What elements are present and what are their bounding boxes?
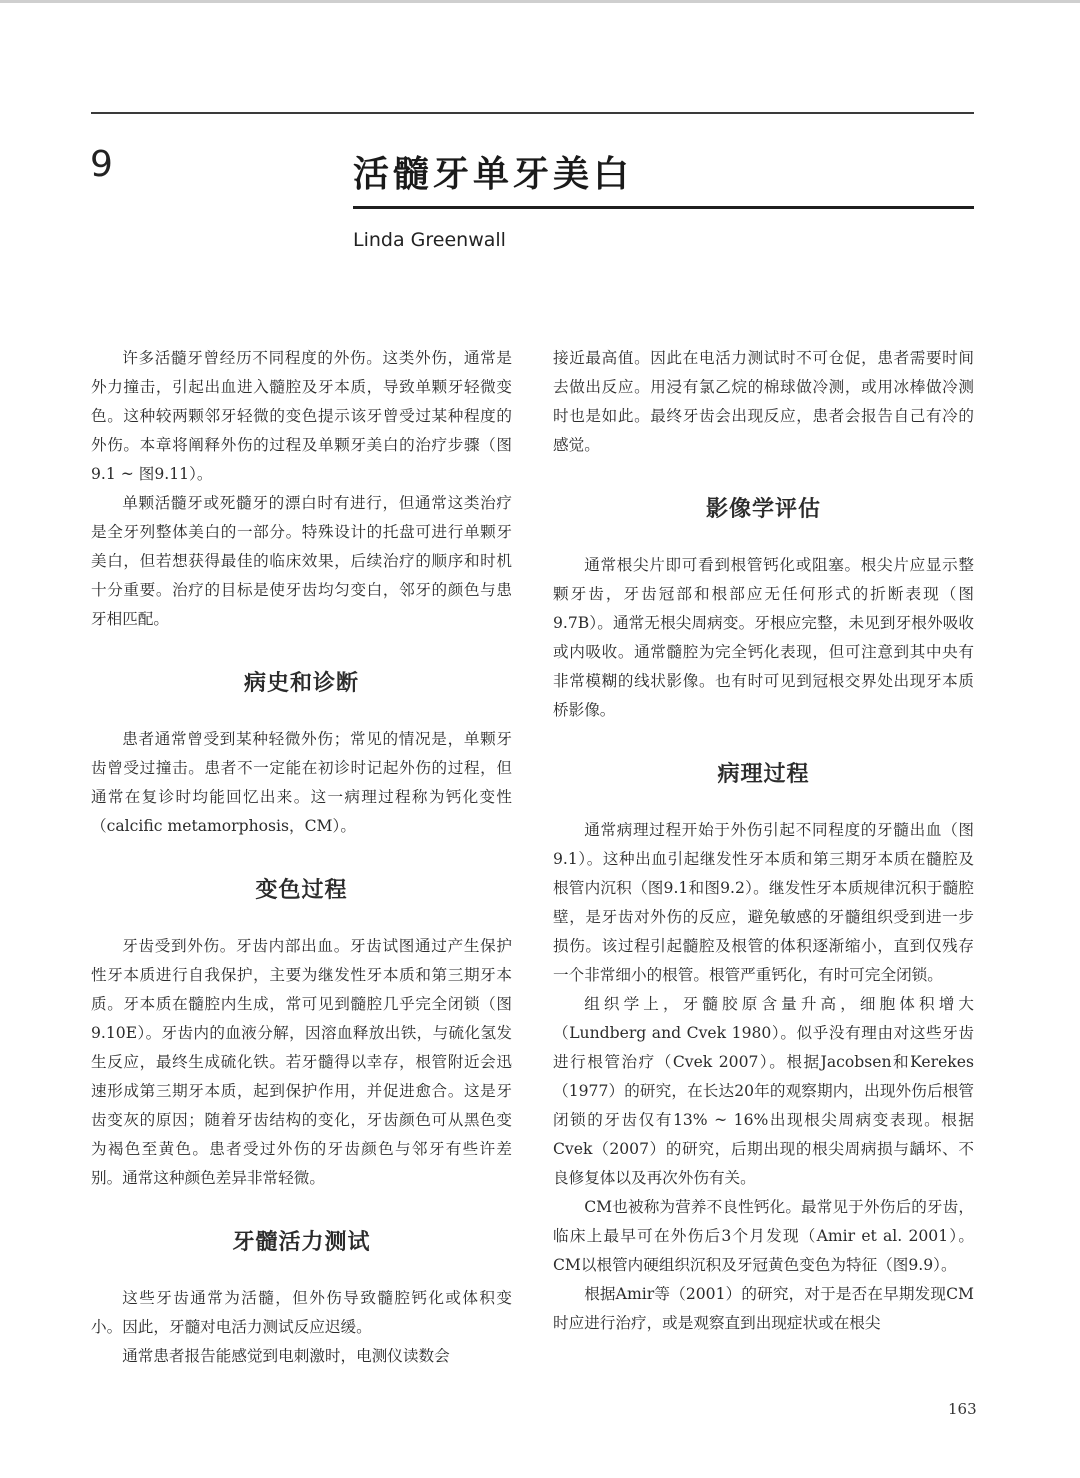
paragraph: 通常患者报告能感觉到电刺激时，电测仪读数会 xyxy=(122,1347,450,1365)
paragraph: 组织学上，牙髓胶原含量升高，细胞体积增大（Lundberg and Cvek 1980）。似乎没有理由对这些牙齿进行根管治疗（Cvek 2007）。根据Jacobsen和Kerekes（1977）的研究，在长达20年的观察期内，出现外伤后根管闭锁的牙齿仅有13% ~ 16%出现根尖周病变表现。根据Cvek（2007）的研究，后期出现的根尖周病损与龋坏、不良修复体以及再次外伤有关。 xyxy=(553,995,974,1187)
page-number: 163 xyxy=(948,1400,977,1418)
section-heading: 影像学评估 xyxy=(705,497,821,522)
header-rule xyxy=(91,112,974,114)
paragraph: 单颗活髓牙或死髓牙的漂白时有进行，但通常这类治疗是全牙列整体美白的一部分。特殊设计的托盘可进行单颗牙美白，但若想获得最佳的临床效果，后续治疗的顺序和时机十分重要。治疗的目标是使牙齿均匀变白，邻牙的颜色与患牙相匹配。 xyxy=(91,494,512,628)
paragraph: 牙齿受到外伤。牙齿内部出血。牙齿试图通过产生保护性牙本质进行自我保护，主要为继发性牙本质和第三期牙本质。牙本质在髓腔内生成，常可见到髓腔几乎完全闭锁（图9.10E）。牙齿内的血液分解，因溶血释放出铁，与硫化氢发生反应，最终生成硫化铁。若牙髓得以幸存，根管附近会迅速形成第三期牙本质，起到保护作用，并促进愈合。这是牙齿变灰的原因；随着牙齿结构的变化，牙齿颜色可从黑色变为褐色至黄色。患者受过外伤的牙齿颜色与邻牙有些许差别。通常这种颜色差异非常轻微。 xyxy=(91,937,512,1187)
left-column xyxy=(91,344,512,1389)
paragraph: 接近最高值。因此在电活力测试时不可仓促，患者需要时间去做出反应。用浸有氯乙烷的棉球做冷测，或用冰棒做冷测时也是如此。最终牙齿会出现反应，患者会报告自己有冷的感觉。 xyxy=(553,349,974,454)
chapter-title: 活髓牙单牙美白 xyxy=(353,154,634,195)
paragraph: 通常根尖片即可看到根管钙化或阻塞。根尖片应显示整颗牙齿，牙齿冠部和根部应无任何形式的折断表现（图9.7B）。通常无根尖周病变。牙根应完整，未见到牙根外吸收或内吸收。通常髓腔为完全钙化表现，但可注意到其中央有非常模糊的线状影像。也有时可见到冠根交界处出现牙本质桥影像。 xyxy=(553,556,974,719)
chapter-author: Linda Greenwall xyxy=(353,229,506,251)
paragraph: 许多活髓牙曾经历不同程度的外伤。这类外伤，通常是外力撞击，引起出血进入髓腔及牙本质，导致单颗牙轻微变色。这种较两颗邻牙轻微的变色提示该牙曾受过某种程度的外伤。本章将阐释外伤的过程及单颗牙美白的治疗步骤（图9.1 ~ 图9.11）。 xyxy=(91,349,512,483)
right-column xyxy=(553,344,974,1389)
section-heading: 病史和诊断 xyxy=(243,671,359,696)
paragraph: CM也被称为营养不良性钙化。最常见于外伤后的牙齿，临床上最早可在外伤后3个月发现（Amir et al. 2001）。CM以根管内硬组织沉积及牙冠黄色变色为特征（图9.9）。 xyxy=(553,1198,974,1274)
paragraph: 患者通常曾受到某种轻微外伤；常见的情况是，单颗牙齿曾受过撞击。患者不一定能在初诊时记起外伤的过程，但通常在复诊时均能回忆出来。这一病理过程称为钙化变性（calcific metamorphosis，CM）。 xyxy=(91,730,512,835)
paragraph: 这些牙齿通常为活髓，但外伤导致髓腔钙化或体积变小。因此，牙髓对电活力测试反应迟缓。 xyxy=(91,1289,512,1336)
paragraph: 根据Amir等（2001）的研究，对于是否在早期发现CM时应进行治疗，或是观察直到出现症状或在根尖 xyxy=(553,1285,974,1332)
title-rule xyxy=(353,206,974,209)
chapter-number: 9 xyxy=(90,144,113,185)
paragraph: 通常病理过程开始于外伤引起不同程度的牙髓出血（图9.1）。这种出血引起继发性牙本质和第三期牙本质在髓腔及根管内沉积（图9.1和图9.2）。继发性牙本质规律沉积于髓腔壁，是牙齿对外伤的反应，避免敏感的牙髓组织受到进一步损伤。该过程引起髓腔及根管的体积逐渐缩小，直到仅残存一个非常细小的根管。根管严重钙化，有时可完全闭锁。 xyxy=(553,821,974,984)
section-heading: 病理过程 xyxy=(717,762,810,787)
page-top-edge xyxy=(0,0,1080,3)
section-heading: 变色过程 xyxy=(255,878,348,903)
section-heading: 牙髓活力测试 xyxy=(232,1230,371,1255)
